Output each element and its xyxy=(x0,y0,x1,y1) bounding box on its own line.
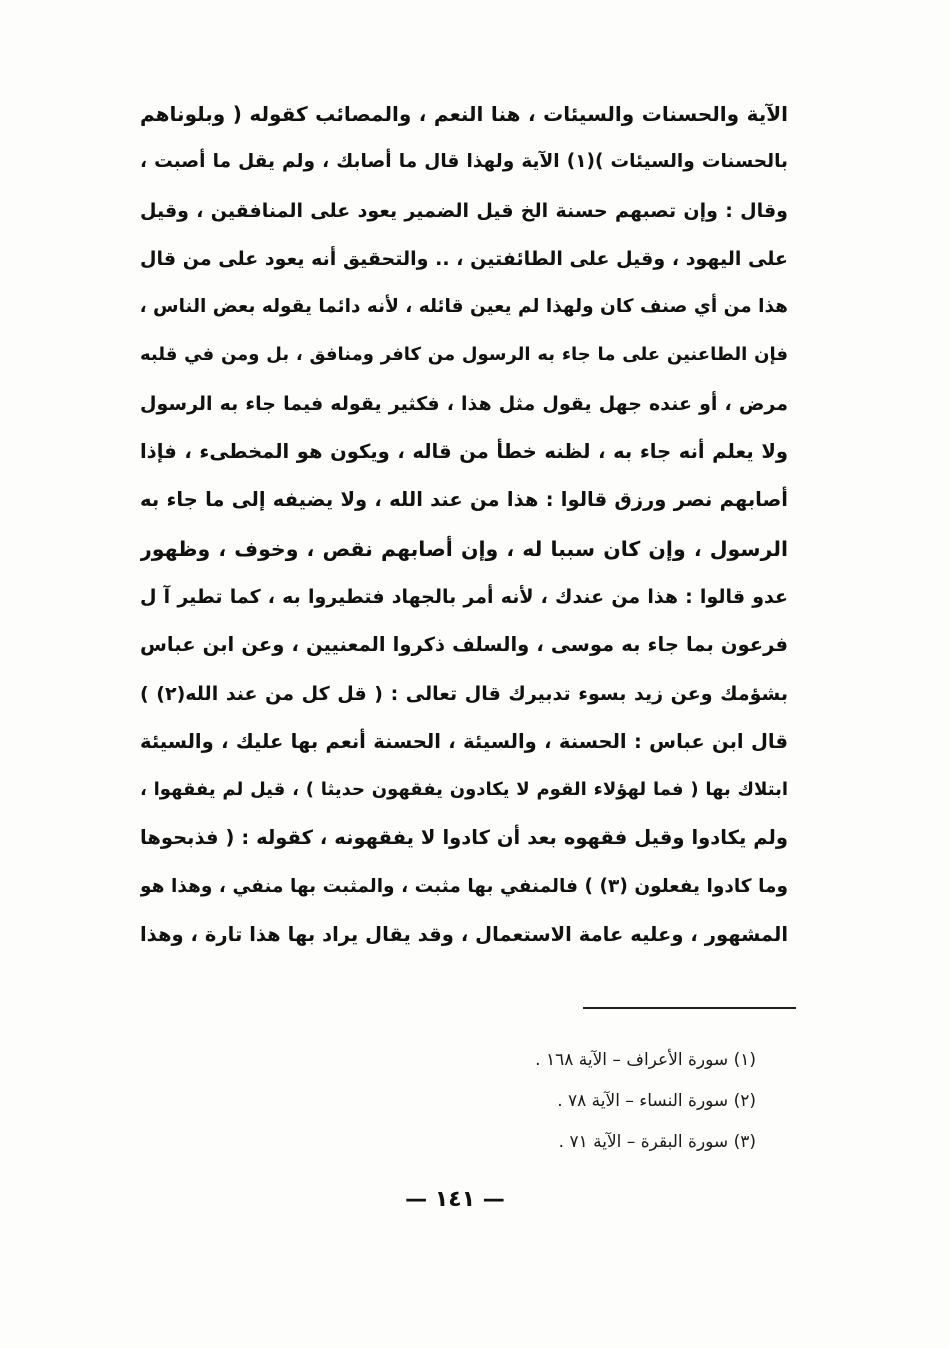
text-line: هذا من أي صنف كان ولهذا لم يعين قائله ، لأنه دائما يقوله بعض الناس ، xyxy=(140,296,788,318)
footnote-item: (٣) سورة البقرة – الآية ٧١ . xyxy=(558,1132,756,1152)
body-text xyxy=(140,90,788,959)
text-line: عدو قالوا : هذا من عندك ، لأنه أمر بالجهاد فتطيروا به ، كما تطير آ ل xyxy=(140,585,788,608)
text-line: الآية والحسنات والسيئات ، هنا النعم ، والمصائب كقوله ( وبلوناهم xyxy=(140,102,788,126)
text-line: ابتلاك بها ( فما لهؤلاء القوم لا يكادون يفقهون حديثا ) ، قيل لم يفقهوا ، xyxy=(140,779,788,801)
text-line: وقال : وإن تصبهم حسنة الخ قيل الضمير يعود على المنافقين ، وقيل xyxy=(140,199,788,222)
text-line: ولم يكادوا وقيل فقهوه بعد أن كادوا لا يفقهونه ، كقوله : ( فذبحوها xyxy=(140,826,788,850)
page-number: — ١٤١ — xyxy=(405,1187,505,1212)
footnote-separator xyxy=(583,1007,796,1009)
text-line: المشهور ، وعليه عامة الاستعمال ، وقد يقال يراد بها هذا تارة ، وهذا xyxy=(140,923,788,947)
text-line: ولا يعلم أنه جاء به ، لظنه خطأ من قاله ، ويكون هو المخطىء ، فإذا xyxy=(140,440,788,464)
text-line: الرسول ، وإن كان سببا له ، وإن أصابهم نقص ، وخوف ، وظهور xyxy=(140,536,788,561)
text-line: مرض ، أو عنده جهل يقول مثل هذا ، فكثير يقوله فيما جاء به الرسول xyxy=(140,392,788,415)
footnotes xyxy=(380,1040,756,1163)
text-line: أصابهم نصر ورزق قالوا : هذا من عند الله ، ولا يضيفه إلى ما جاء به xyxy=(140,488,788,512)
text-line: وما كادوا يفعلون (٣) ) فالمنفي بها مثبت ، والمثبت بها منفي ، وهذا هو xyxy=(140,875,788,897)
text-line: فإن الطاعنين على ما جاء به الرسول من كافر ومنافق ، بل ومن في قلبه xyxy=(140,344,788,366)
text-line: قال ابن عباس : الحسنة ، والسيئة ، الحسنة أنعم بها عليك ، والسيئة xyxy=(140,729,788,753)
text-line: فرعون بما جاء به موسى ، والسلف ذكروا المعنيين ، وعن ابن عباس xyxy=(140,633,788,657)
footnote-item: (٢) سورة النساء – الآية ٧٨ . xyxy=(557,1091,756,1111)
text-line: بالحسنات والسيئات )(١) الآية ولهذا قال ما أصابك ، ولم يقل ما أصبت ، xyxy=(140,151,788,173)
text-line: على اليهود ، وقيل على الطائفتين ، .. والتحقيق أنه يعود على من قال xyxy=(140,247,788,270)
footnote-item: (١) سورة الأعراف – الآية ١٦٨ . xyxy=(535,1050,756,1070)
text-line: بشؤمك وعن زيد بسوء تدبيرك قال تعالى : ( قل كل من عند الله(٢) ) xyxy=(140,682,788,705)
